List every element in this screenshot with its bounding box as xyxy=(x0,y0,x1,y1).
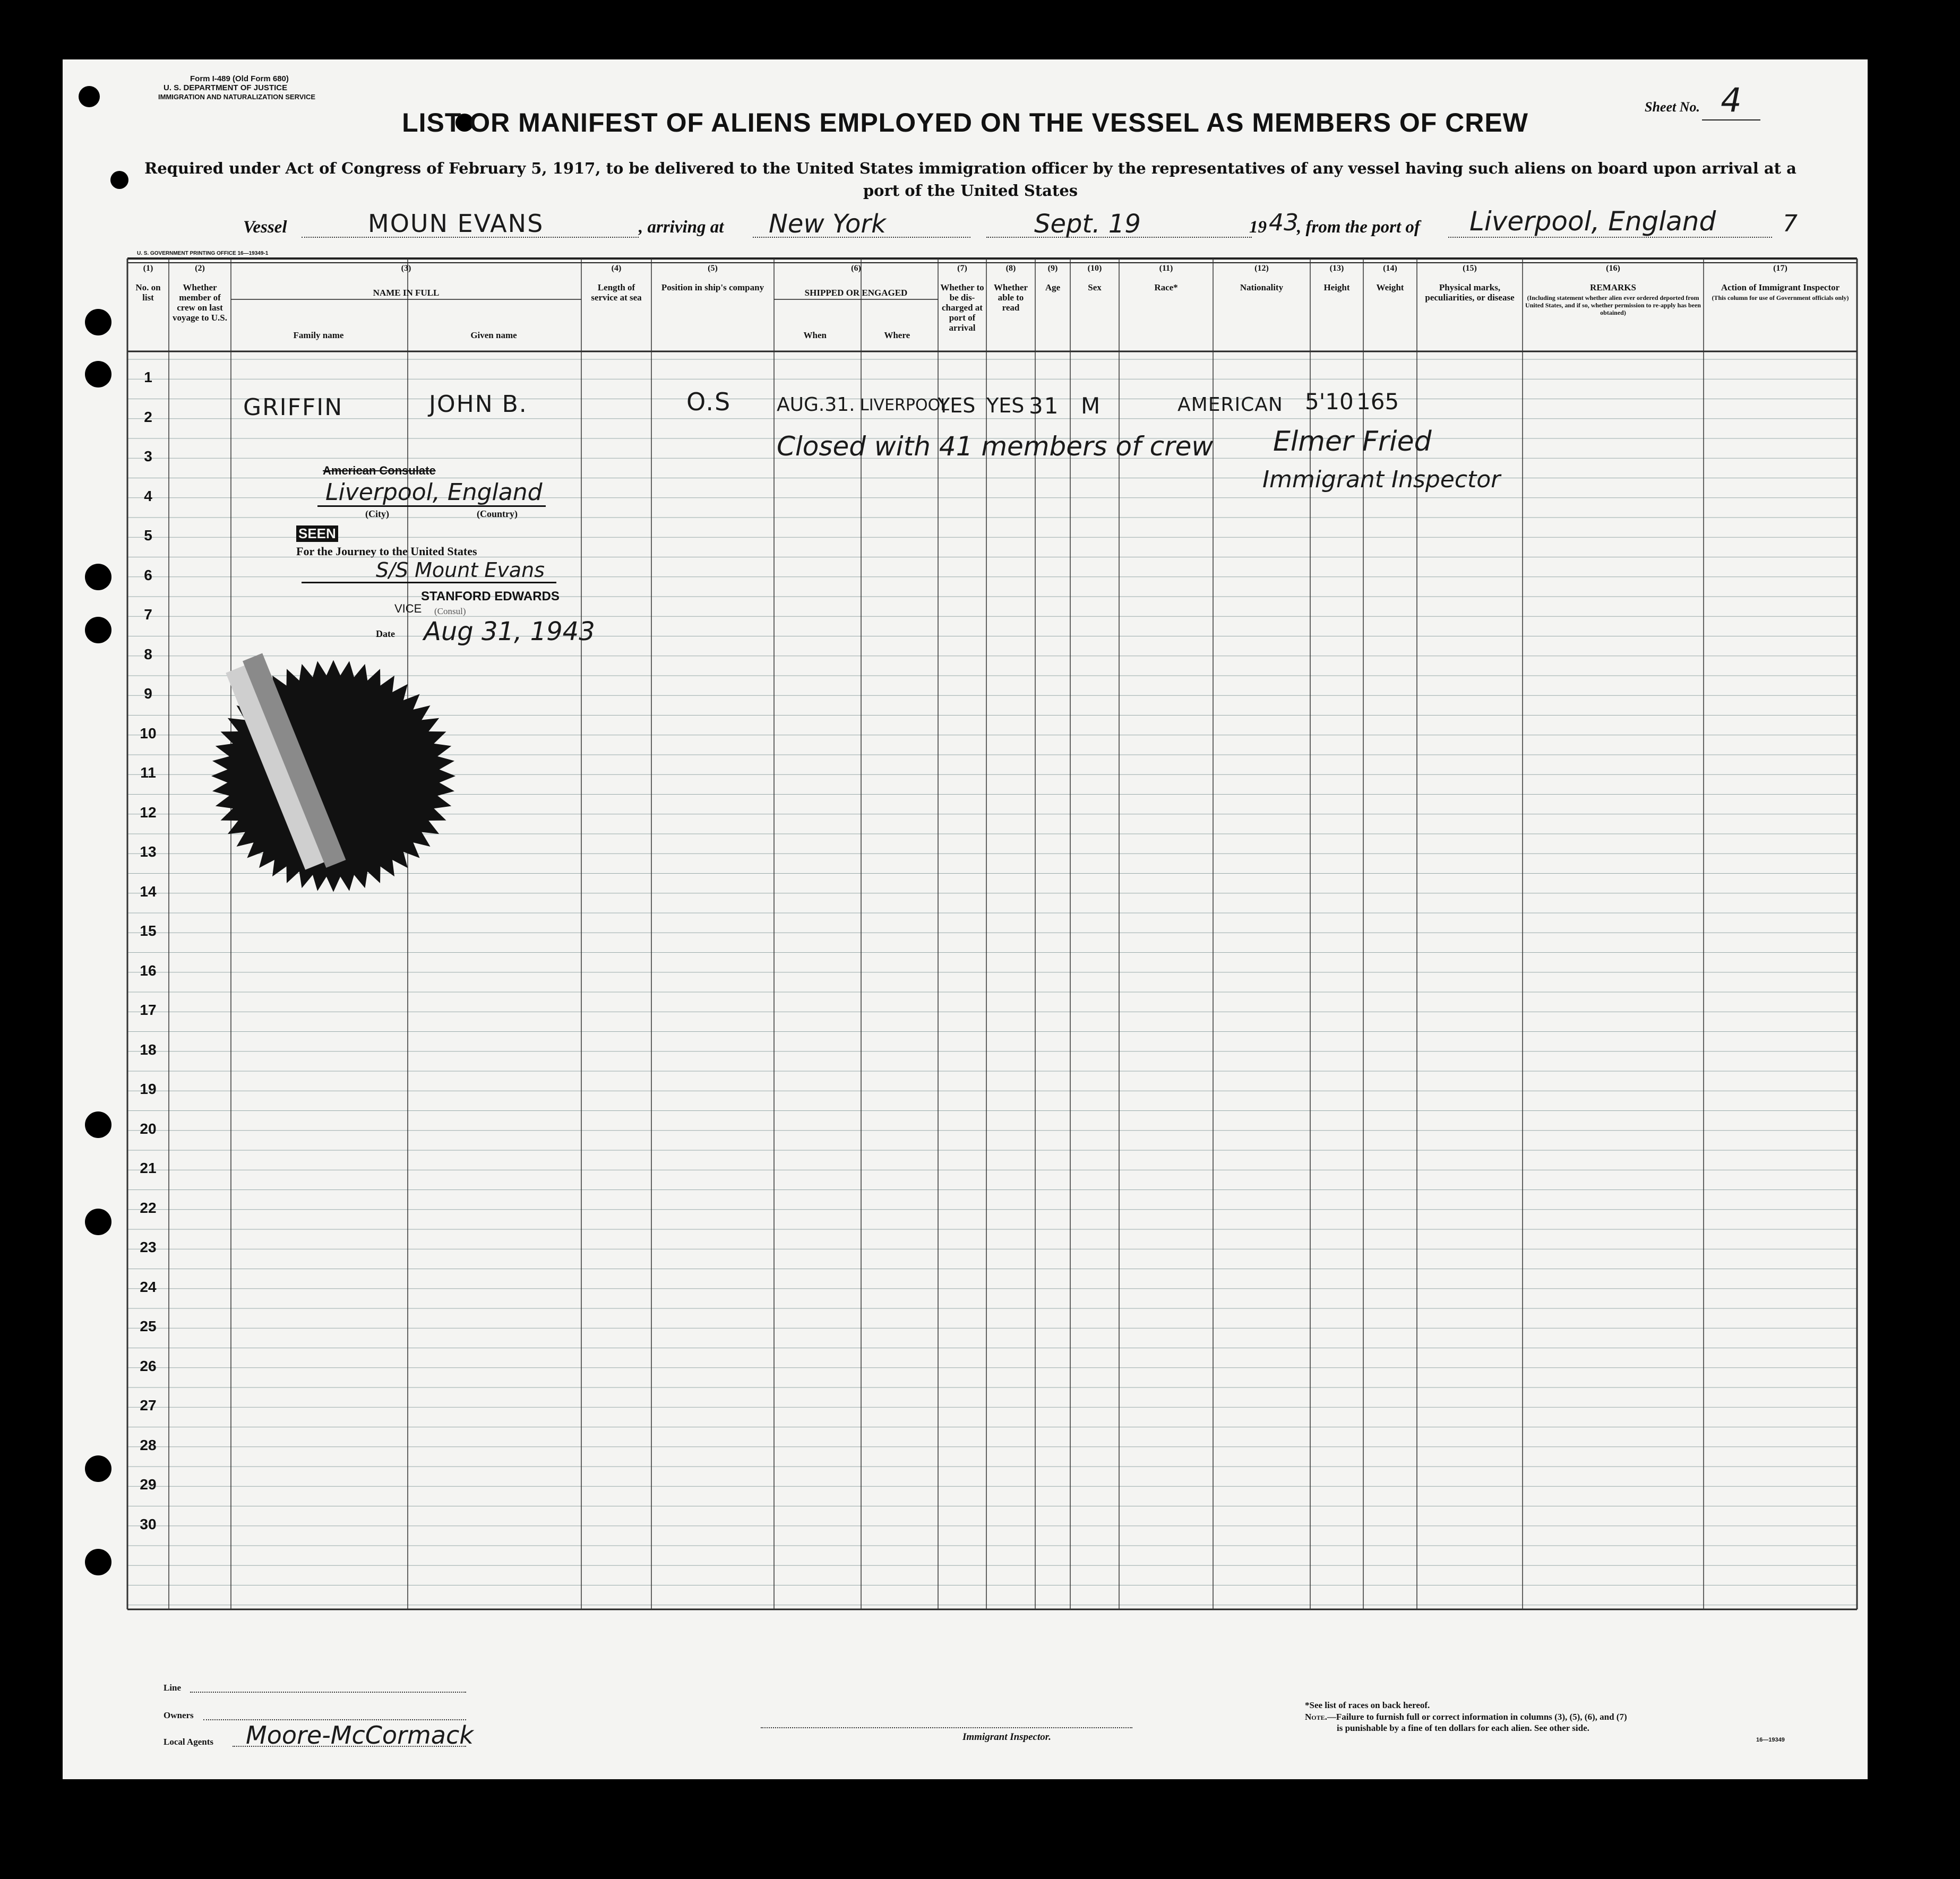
column-number: (7) xyxy=(957,264,967,273)
arrival-date: Sept. 19 xyxy=(1034,209,1141,239)
service: IMMIGRATION AND NATURALIZATION SERVICE xyxy=(158,93,316,101)
column-header: Height xyxy=(1323,282,1350,292)
column-header-detail: (This column for use of Government officials only) xyxy=(1712,294,1849,301)
column-number: (17) xyxy=(1773,264,1787,273)
row-number: 8 xyxy=(144,645,152,662)
vessel-label: Vessel xyxy=(243,218,287,237)
column-header: SHIPPED OR ENGAGED xyxy=(804,288,908,298)
consular-seal xyxy=(201,617,498,935)
able-to-read: YES xyxy=(986,394,1025,417)
column-header: No. on list xyxy=(135,282,161,303)
column-header: Length of service at sea xyxy=(591,282,642,303)
column-number: (8) xyxy=(1005,264,1016,273)
inspector-title: Immigrant Inspector xyxy=(1262,466,1501,493)
city-label: (City) xyxy=(365,508,389,519)
stamp-officer: STANFORD EDWARDS xyxy=(421,589,560,604)
row-number: 16 xyxy=(140,962,157,979)
column-number: (1) xyxy=(143,264,153,273)
subtitle-line-1: Required under Act of Congress of February 5, 1917, to be delivered to the United States immigration officer by the representatives of any vessel having such aliens on board upon arrival at a xyxy=(144,159,1796,177)
column-subheader: Family name xyxy=(293,330,344,340)
row-number: 20 xyxy=(140,1120,157,1137)
column-subheader: Given name xyxy=(470,330,517,340)
sheet-label: Sheet No. xyxy=(1645,99,1700,115)
column-header: REMARKS xyxy=(1590,282,1636,292)
year-suffix: 43 xyxy=(1269,209,1299,236)
inspector-signature: Elmer Fried xyxy=(1273,426,1432,458)
weight: 165 xyxy=(1356,389,1399,415)
family-name: GRIFFIN xyxy=(243,394,343,421)
column-header: Whether member of crew on last voyage to U.S. xyxy=(173,282,227,323)
row-number: 27 xyxy=(140,1397,157,1413)
column-number: (9) xyxy=(1047,264,1058,273)
agents-label: Local Agents xyxy=(164,1737,213,1747)
column-header-detail: (Including statement whether alien ever ordered deported from United States, and if so, whether permission to re-apply has been obtained) xyxy=(1525,294,1701,316)
sheet-number: 4 xyxy=(1702,81,1760,120)
column-number: (6) xyxy=(851,264,861,273)
column-header: Race* xyxy=(1154,282,1178,292)
seen-mark: SEEN xyxy=(296,525,338,542)
date-label: Date xyxy=(376,628,395,639)
row-number: 6 xyxy=(144,566,152,583)
stamp-vessel: S/S Mount Evans xyxy=(376,558,545,582)
row-number: 29 xyxy=(140,1476,157,1493)
column-header: NAME IN FULL xyxy=(373,288,440,298)
form-code: 16—19349 xyxy=(1756,1737,1785,1743)
row-number: 9 xyxy=(144,685,152,702)
age: 31 xyxy=(1029,393,1060,419)
penalty-note xyxy=(1305,1711,1836,1734)
row-number: 4 xyxy=(144,487,152,504)
consul-label: (Consul) xyxy=(434,606,466,616)
note-label: Note. xyxy=(1305,1712,1327,1722)
form-number: Form I-489 (Old Form 680) xyxy=(190,74,289,83)
row-number: 22 xyxy=(140,1199,157,1216)
arriving-port: New York xyxy=(769,209,886,239)
column-header: Whether able to read xyxy=(993,282,1028,313)
arriving-label: , arriving at xyxy=(639,218,724,237)
vessel-name: MOUN EVANS xyxy=(368,209,544,238)
row-number: 10 xyxy=(140,725,157,742)
column-header: Action of Immigrant Inspector xyxy=(1721,282,1840,292)
column-subheader: When xyxy=(803,330,827,340)
line-label: Line xyxy=(164,1683,182,1693)
row-number: 26 xyxy=(140,1357,157,1374)
note-text-2: is punishable by a fine of ten dollars for each alien. See other side. xyxy=(1337,1723,1589,1733)
from-port: Liverpool, England xyxy=(1469,206,1716,237)
column-header: Sex xyxy=(1088,282,1102,292)
immigrant-inspector-label: Immigrant Inspector. xyxy=(962,1731,1051,1743)
department: U. S. DEPARTMENT OF JUSTICE xyxy=(164,83,288,92)
sex: M xyxy=(1081,393,1102,419)
column-number: (16) xyxy=(1606,264,1620,273)
column-number: (11) xyxy=(1159,264,1173,273)
column-number: (3) xyxy=(401,264,411,273)
manifest-sheet xyxy=(63,59,1868,1779)
row-number: 13 xyxy=(140,843,157,860)
row-number: 7 xyxy=(144,606,152,623)
vice-label: VICE xyxy=(394,602,422,615)
closing-note: Closed with 41 members of crew xyxy=(777,431,1214,462)
row-number: 12 xyxy=(140,804,157,821)
row-number: 19 xyxy=(140,1081,157,1097)
subtitle-line-2: port of the United States xyxy=(863,182,1078,200)
column-number: (12) xyxy=(1254,264,1269,273)
row-number: 2 xyxy=(144,408,152,425)
nationality: AMERICAN xyxy=(1177,394,1283,416)
position: O.S xyxy=(686,387,732,416)
row-number: 25 xyxy=(140,1318,157,1334)
column-header: Weight xyxy=(1376,282,1404,292)
row-number: 15 xyxy=(140,923,157,939)
note-text: —Failure to furnish full or correct information in columns (3), (5), (6), and (7) xyxy=(1327,1712,1627,1722)
discharged: YES xyxy=(938,394,976,417)
row-number: 17 xyxy=(140,1002,157,1018)
column-subheader: Where xyxy=(884,330,910,340)
column-header: Age xyxy=(1045,282,1061,292)
column-number: (15) xyxy=(1463,264,1477,273)
from-label: , from the port of xyxy=(1297,218,1420,237)
stamp-city: Liverpool, England xyxy=(325,479,543,506)
row-number: 24 xyxy=(140,1278,157,1295)
column-number: (2) xyxy=(195,264,205,273)
page-title: LIST OR MANIFEST OF ALIENS EMPLOYED ON THE VESSEL AS MEMBERS OF CREW xyxy=(402,108,1528,137)
column-header: Position in ship's company xyxy=(661,282,764,292)
row-number: 5 xyxy=(144,527,152,544)
row-number: 28 xyxy=(140,1436,157,1453)
column-number: (13) xyxy=(1329,264,1344,273)
row-number: 1 xyxy=(144,369,152,385)
given-name: JOHN B. xyxy=(429,391,528,418)
row-number: 30 xyxy=(140,1515,157,1532)
shipped-when: AUG.31. xyxy=(777,394,855,416)
stamp-date: Aug 31, 1943 xyxy=(424,617,595,647)
row-number: 21 xyxy=(140,1160,157,1176)
journey-text: For the Journey to the United States xyxy=(296,545,477,558)
column-number: (10) xyxy=(1087,264,1102,273)
owners-label: Owners xyxy=(164,1710,194,1720)
row-number: 11 xyxy=(140,764,156,781)
printing-office: U. S. GOVERNMENT PRINTING OFFICE 16—19349-1 xyxy=(137,251,269,256)
races-note: *See list of races on back hereof. xyxy=(1305,1700,1430,1710)
column-header: Physical marks, peculiarities, or disease xyxy=(1425,282,1515,303)
stamp-header: American Consulate xyxy=(323,464,436,477)
country-label: (Country) xyxy=(477,508,518,519)
agents-value: Moore-McCormack xyxy=(246,1721,474,1749)
margin-number: 7 xyxy=(1783,210,1798,237)
column-number: (4) xyxy=(611,264,622,273)
height: 5'10 xyxy=(1305,389,1354,415)
column-number: (14) xyxy=(1383,264,1397,273)
column-header: Whether to be dis-charged at port of arrival xyxy=(940,282,984,333)
column-number: (5) xyxy=(708,264,718,273)
column-header: Nationality xyxy=(1240,282,1284,292)
row-number: 18 xyxy=(140,1041,157,1058)
year-prefix: 19 xyxy=(1249,218,1267,237)
row-number: 3 xyxy=(144,448,152,464)
row-number: 14 xyxy=(140,883,157,900)
row-number: 23 xyxy=(140,1239,157,1255)
shipped-where: LIVERPOOL xyxy=(860,396,949,415)
